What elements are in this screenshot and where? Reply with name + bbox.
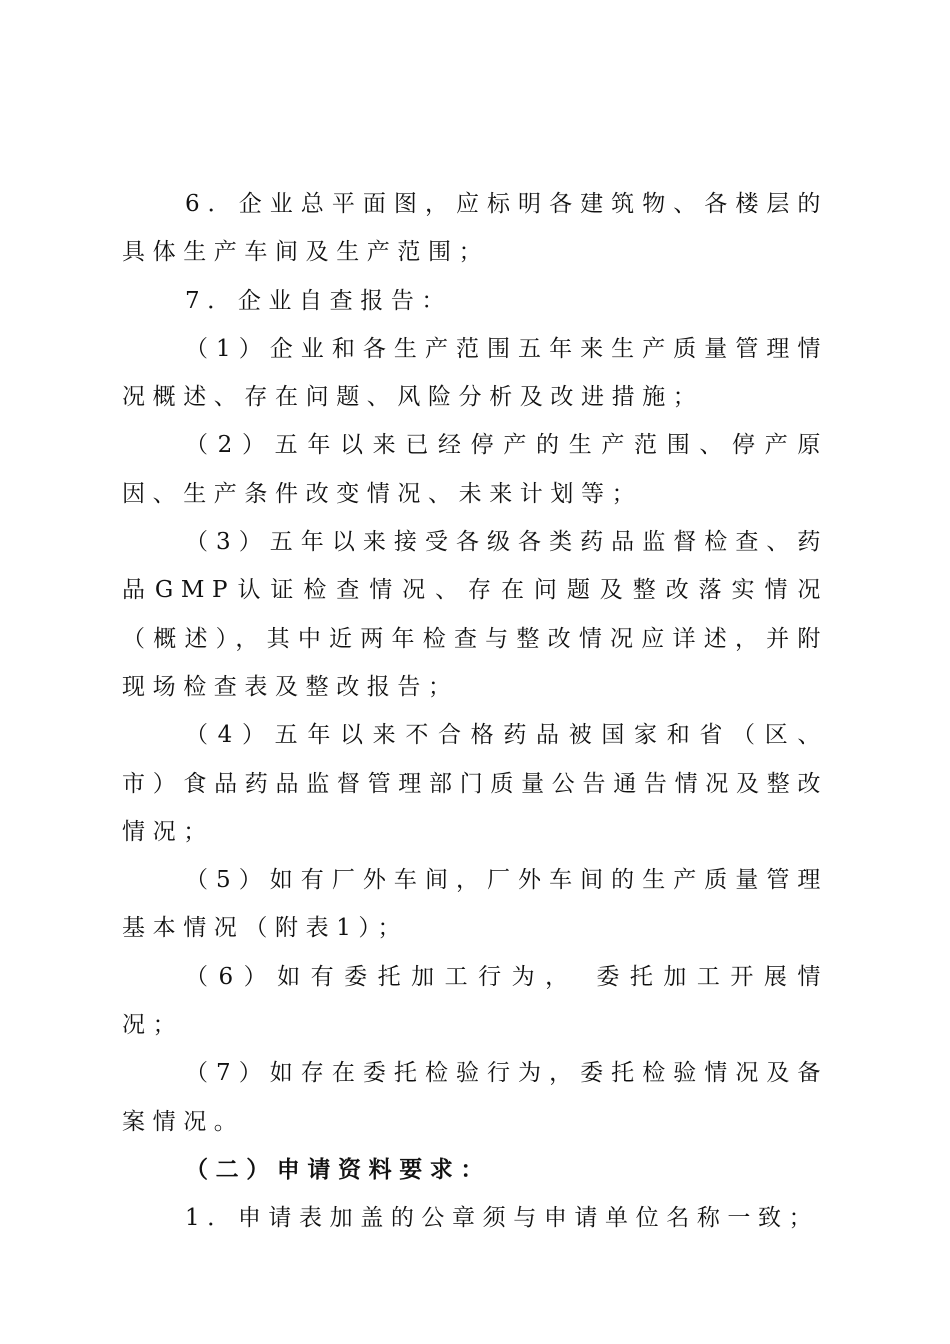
paragraph-subitem-1: （1）企业和各生产范围五年来生产质量管理情况概述、存在问题、风险分析及改进措施； [122, 335, 828, 411]
document-body [122, 180, 828, 1243]
paragraph-item-6: 6．企业总平面图，应标明各建筑物、各楼层的具体生产车间及生产范围； [122, 191, 828, 266]
section-heading-requirements: （二）申请资料要求： [185, 1155, 491, 1183]
paragraph-subitem-6: （6）如有委托加工行为， 委托加工开展情况； [122, 963, 828, 1039]
paragraph-subitem-2: （2）五年以来已经停产的生产范围、停产原因、生产条件改变情况、未来计划等； [122, 432, 828, 507]
paragraph-subitem-5: （5）如有厂外车间，厂外车间的生产质量管理基本情况（附表1）； [122, 867, 828, 942]
paragraph-subitem-3: （3）五年以来接受各级各类药品监督检查、药品GMP认证检查情况、存在问题及整改落实情况（概述），其中近两年检查与整改情况应详述，并附现场检查表及整改报告； [122, 529, 828, 700]
paragraph-requirement-1: 1．申请表加盖的公章须与申请单位名称一致； [185, 1205, 820, 1232]
paragraph-item-7: 7．企业自查报告： [185, 287, 453, 314]
paragraph-subitem-4: （4）五年以来不合格药品被国家和省（区、市）食品药品监督管理部门质量公告通告情况及整改情况； [122, 722, 828, 845]
paragraph-subitem-7: （7）如存在委托检验行为，委托检验情况及备案情况。 [122, 1060, 828, 1135]
